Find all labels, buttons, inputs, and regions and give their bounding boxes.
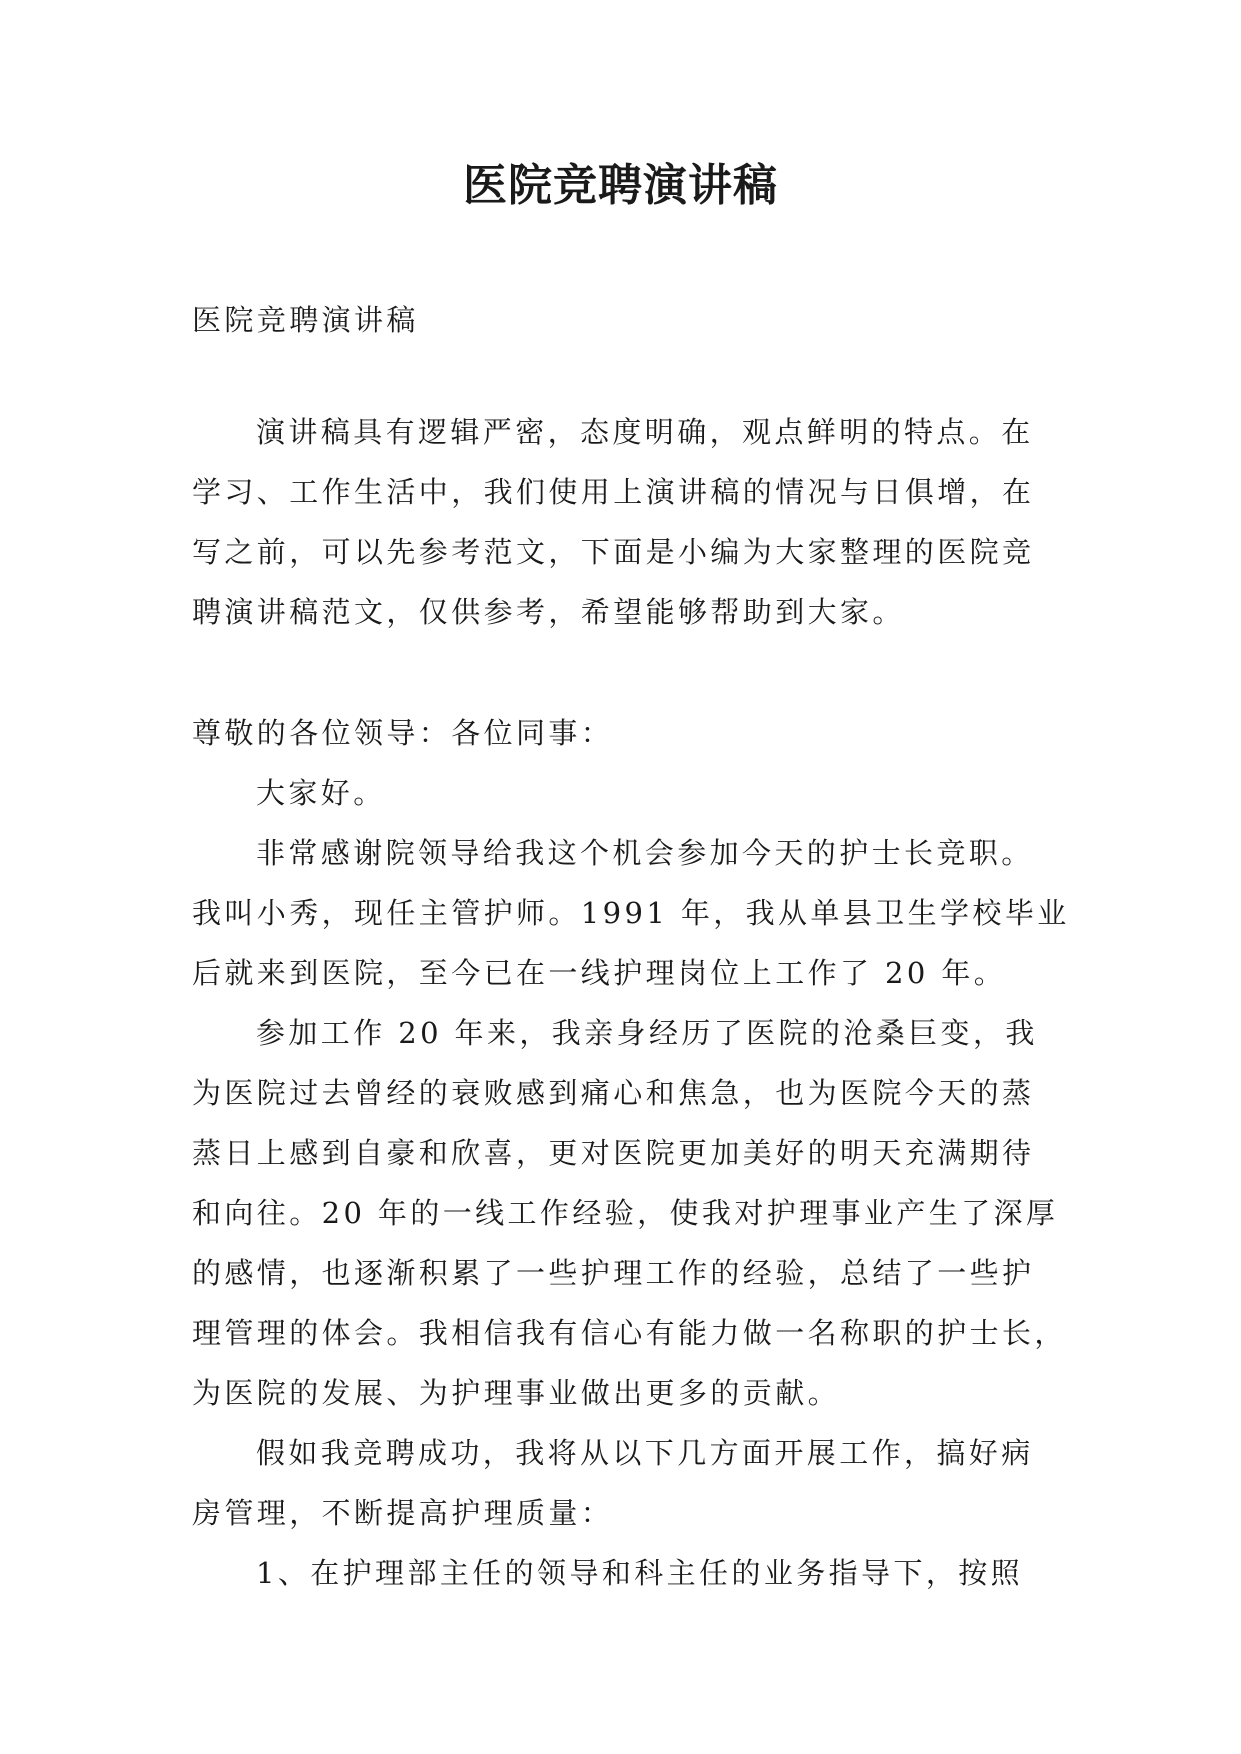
intro-line-1: 演讲稿具有逻辑严密，态度明确，观点鲜明的特点。在 bbox=[256, 415, 1034, 449]
body-line-9: 理管理的体会。我相信我有信心有能力做一名称职的护士长， bbox=[192, 1316, 1067, 1350]
body-line-6: 蒸日上感到自豪和欣喜，更对医院更加美好的明天充满期待 bbox=[192, 1136, 1035, 1170]
salutation: 尊敬的各位领导：各位同事： bbox=[192, 716, 614, 750]
intro-line-2: 学习、工作生活中，我们使用上演讲稿的情况与日俱增，在 bbox=[192, 475, 1035, 509]
intro-line-4: 聘演讲稿范文，仅供参考，希望能够帮助到大家。 bbox=[192, 595, 905, 629]
body-line-3: 后就来到医院，至今已在一线护理岗位上工作了 20 年。 bbox=[192, 956, 1007, 990]
body-line-7: 和向往。20 年的一线工作经验，使我对护理事业产生了深厚 bbox=[192, 1196, 1059, 1230]
body-line-12: 房管理，不断提高护理质量： bbox=[192, 1496, 614, 1530]
intro-line-3: 写之前，可以先参考范文，下面是小编为大家整理的医院竞 bbox=[192, 535, 1035, 569]
body-line-1: 非常感谢院领导给我这个机会参加今天的护士长竞职。 bbox=[256, 836, 1034, 870]
body-line-2: 我叫小秀，现任主管护师。1991 年，我从单县卫生学校毕业 bbox=[192, 896, 1070, 930]
document-subtitle: 医院竞聘演讲稿 bbox=[192, 303, 419, 337]
document-title: 医院竞聘演讲稿 bbox=[463, 160, 778, 211]
greeting: 大家好。 bbox=[256, 776, 386, 810]
body-line-11: 假如我竞聘成功，我将从以下几方面开展工作，搞好病 bbox=[256, 1436, 1034, 1470]
body-line-8: 的感情，也逐渐积累了一些护理工作的经验，总结了一些护 bbox=[192, 1256, 1035, 1290]
body-line-5: 为医院过去曾经的衰败感到痛心和焦急，也为医院今天的蒸 bbox=[192, 1076, 1035, 1110]
list-item-1: 1、在护理部主任的领导和科主任的业务指导下，按照 bbox=[256, 1556, 1024, 1590]
body-line-10: 为医院的发展、为护理事业做出更多的贡献。 bbox=[192, 1376, 841, 1410]
body-line-4: 参加工作 20 年来，我亲身经历了医院的沧桑巨变，我 bbox=[256, 1016, 1038, 1050]
